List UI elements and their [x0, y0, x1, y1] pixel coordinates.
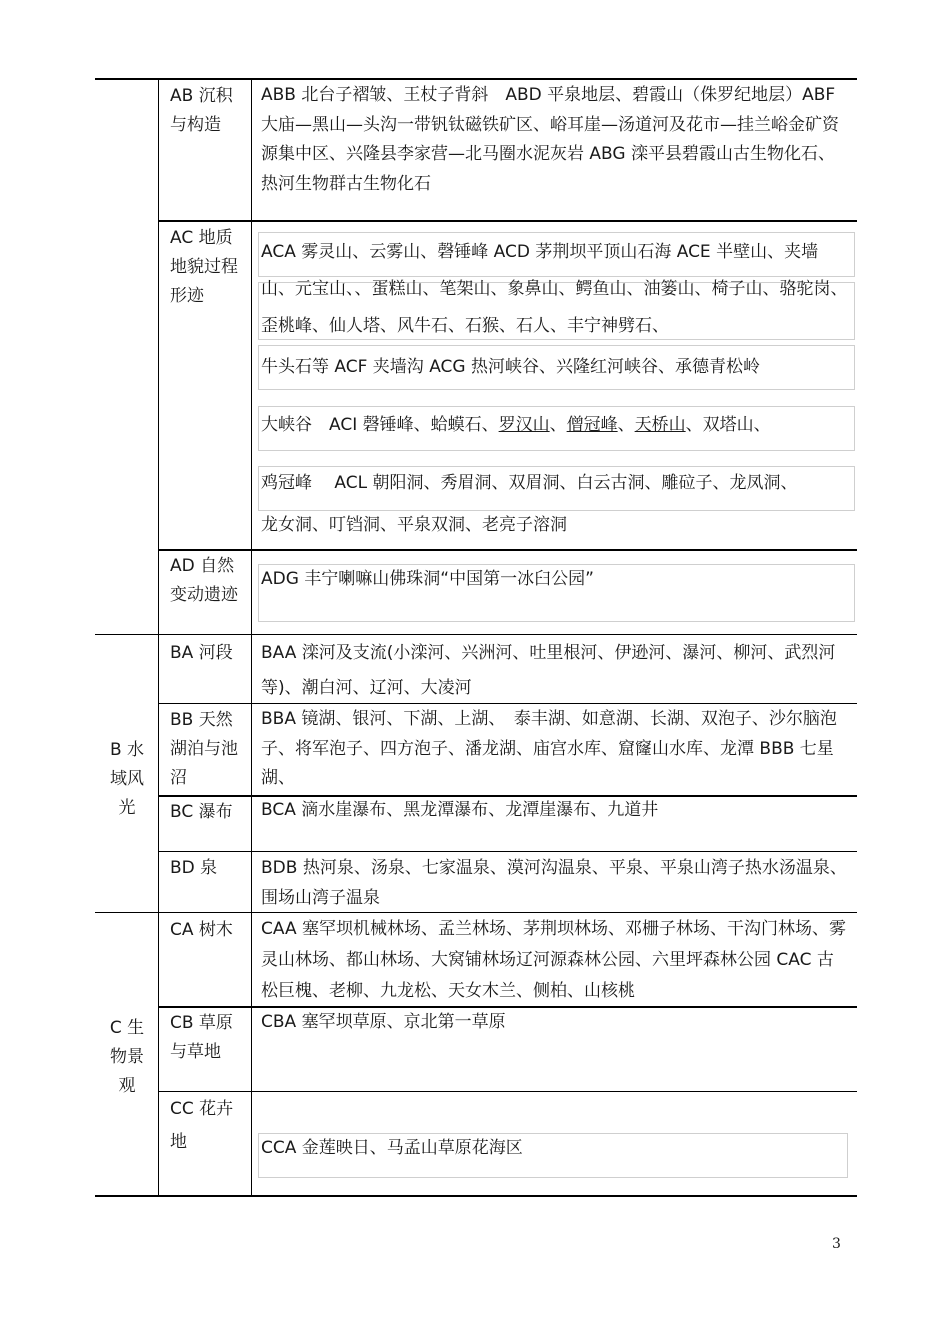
- content-ac-c-text: 、双塔山、: [685, 415, 771, 435]
- content-ac-c-sep: 、: [617, 415, 635, 435]
- table-rule: [158, 549, 857, 551]
- category-c: C 生物景观: [109, 1017, 145, 1096]
- table-border-left: [158, 78, 159, 1196]
- link-tianqiao-mountain[interactable]: 天桥山: [634, 415, 686, 435]
- table-border-mid: [251, 78, 252, 1196]
- content-ac-c-text: 大峡谷 ACI 磬锤峰、蛤蟆石、: [261, 415, 499, 435]
- table-rule: [158, 220, 857, 222]
- table-rule: [158, 851, 857, 852]
- subcategory-cc: CC 花卉地: [170, 1099, 234, 1152]
- category-b: B 水域风光: [109, 739, 145, 818]
- content-ac-c-sep: 、: [549, 415, 567, 435]
- content-ac-d: 鸡冠峰 ACL 朝阳洞、秀眉洞、双眉洞、白云古洞、雕砬子、龙凤洞、: [261, 473, 798, 493]
- content-ab: ABB 北台子褶皱、王杖子背斜 ABD 平泉地层、碧霞山（侏罗纪地层）ABF 大庙—黑山—头沟一带钒钛磁铁矿区、峪耳崖—汤道河及花市—挂兰峪金矿资源集中区、兴隆县李家营—北马圈水泥灰岩 ABG 滦平县碧霞山古生物化石、热河生物群古生物化石: [261, 85, 839, 194]
- content-ac-b: 牛头石等 ACF 夹墙沟 ACG 热河峡谷、兴隆红河峡谷、承德青松岭: [261, 357, 760, 377]
- subcategory-ac: AC 地质地貌过程形迹: [170, 228, 238, 306]
- content-cc: CCA 金莲映日、马孟山草原花海区: [261, 1138, 523, 1158]
- table-rule: [158, 1091, 857, 1092]
- content-cb: CBA 塞罕坝草原、京北第一草原: [261, 1012, 506, 1032]
- content-ba: BAA 滦河及支流(小滦河、兴洲河、吐里根河、伊逊河、瀑河、柳河、武烈河等)、潮白河、辽河、大凌河: [261, 643, 836, 698]
- content-ac-c: [261, 411, 853, 441]
- table-rule: [95, 1195, 857, 1197]
- subcategory-ad: AD 自然变动遗迹: [170, 556, 238, 605]
- subcategory-bb: BB 天然湖泊与池沼: [170, 710, 238, 788]
- content-ad: ADG 丰宁喇嘛山佛珠洞“中国第一冰臼公园”: [261, 569, 594, 589]
- subcategory-bd: BD 泉: [170, 858, 218, 878]
- table-rule: [95, 634, 857, 635]
- subcategory-ab: AB 沉积与构造: [170, 86, 233, 135]
- link-sengguan-peak[interactable]: 僧冠峰: [566, 415, 618, 435]
- subcategory-ba: BA 河段: [170, 643, 233, 663]
- content-ac-e: 龙女洞、叮铛洞、平泉双洞、老亮子溶洞: [261, 515, 567, 535]
- content-bc: BCA 滴水崖瀑布、黑龙潭瀑布、龙潭崖瀑布、九道井: [261, 800, 659, 820]
- content-bb: BBA 镜湖、银河、下湖、上湖、 泰丰湖、如意湖、长湖、双泡子、沙尔脑泡子、将军泡子、四方泡子、潘龙湖、庙宫水库、窟窿山水库、龙潭 BBB 七星湖、: [261, 709, 837, 788]
- subcategory-bc: BC 瀑布: [170, 802, 233, 822]
- subcategory-cb: CB 草原与草地: [170, 1013, 233, 1062]
- content-bd: BDB 热河泉、汤泉、七家温泉、漠河沟温泉、平泉、平泉山湾子热水汤温泉、围场山湾子温泉: [261, 858, 847, 908]
- subcategory-ca: CA 树木: [170, 920, 233, 940]
- table-rule: [95, 78, 857, 80]
- link-luohan-mountain[interactable]: 罗汉山: [498, 415, 550, 435]
- content-ac-a: ACA 雾灵山、云雾山、磬锤峰 ACD 茅荆坝平顶山石海 ACE 半壁山、夹墙山、元宝山、、蛋糕山、笔架山、象鼻山、鳄鱼山、油篓山、椅子山、骆驼岗、歪桃峰、仙人塔、风牛石、石猴、石人、丰宁神劈石、: [261, 242, 848, 336]
- content-ca: CAA 塞罕坝机械林场、孟兰林场、茅荆坝林场、邓栅子林场、干沟门林场、雾灵山林场、都山林场、大窝铺林场辽河源森林公园、六里坪森林公园 CAC 古松巨槐、老柳、九龙松、天女木兰、侧柏、山核桃: [261, 919, 847, 1001]
- page-number: 3: [832, 1236, 841, 1252]
